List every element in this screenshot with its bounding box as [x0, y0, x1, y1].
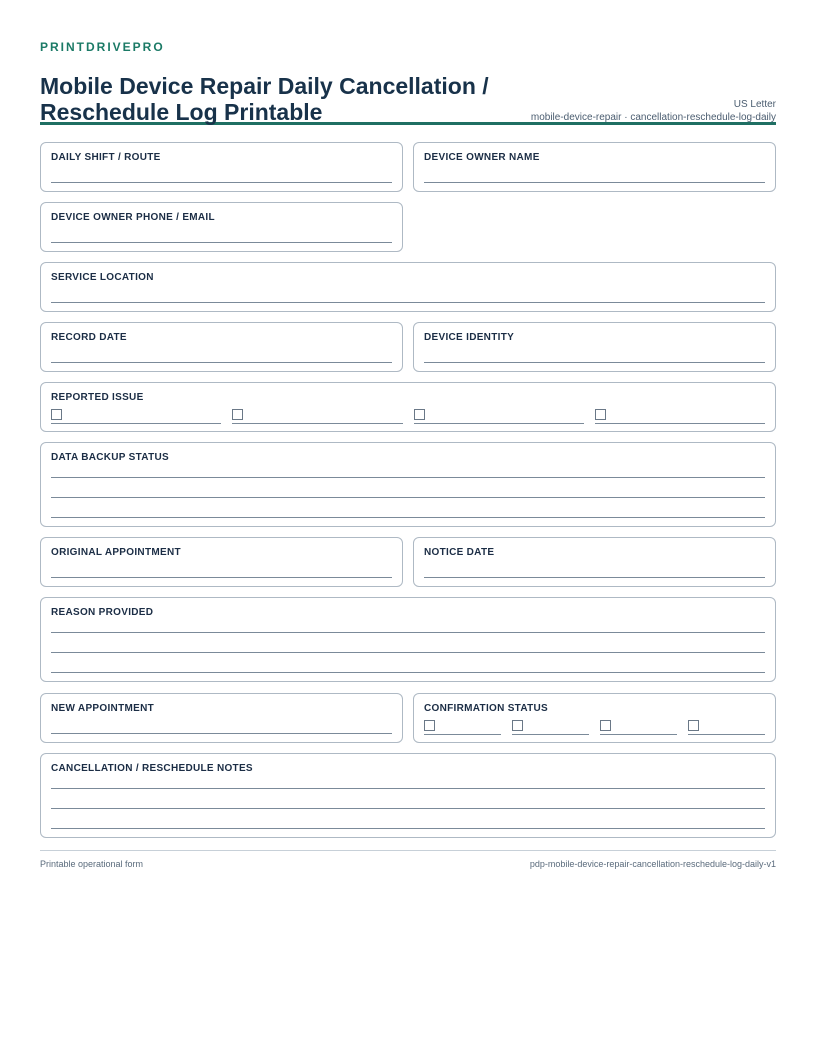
field-label: CONFIRMATION STATUS — [424, 703, 549, 714]
field-original-appointment — [40, 537, 403, 587]
footer-form-id: pdp-mobile-device-repair-cancellation-reschedule-log-daily-v1 — [529, 859, 776, 869]
field-daily-shift — [40, 142, 403, 192]
field-label: SERVICE LOCATION — [51, 272, 154, 283]
field-label: RECORD DATE — [51, 332, 127, 343]
form-path: mobile-device-repair · cancellation-reschedule-log-daily — [530, 112, 776, 123]
data-backup-line-3[interactable] — [51, 517, 765, 518]
form-page — [40, 40, 776, 869]
field-record-date — [40, 322, 403, 372]
field-data-backup — [40, 442, 776, 527]
confirmation-option — [600, 720, 677, 735]
reported-issue-options — [51, 409, 765, 423]
field-confirmation-status — [413, 693, 776, 743]
notes-line-2[interactable] — [51, 808, 765, 809]
footer-left-text: Printable operational form — [40, 859, 144, 869]
checkbox[interactable] — [424, 720, 435, 731]
field-label: DEVICE OWNER PHONE / EMAIL — [51, 212, 215, 223]
checkbox[interactable] — [688, 720, 699, 731]
field-service-location — [40, 262, 776, 312]
form-meta — [531, 98, 776, 124]
field-reason-provided — [40, 597, 776, 682]
field-notice-date — [413, 537, 776, 587]
daily-shift-input-line[interactable] — [51, 182, 392, 183]
field-new-appointment — [40, 693, 403, 743]
data-backup-line-1[interactable] — [51, 477, 765, 478]
field-label: REASON PROVIDED — [51, 607, 154, 618]
field-label: NOTICE DATE — [424, 547, 495, 558]
device-identity-input-line[interactable] — [424, 362, 765, 363]
field-label: CANCELLATION / RESCHEDULE NOTES — [51, 763, 253, 774]
confirmation-status-options — [424, 720, 765, 734]
field-label: DATA BACKUP STATUS — [51, 452, 169, 463]
field-label: ORIGINAL APPOINTMENT — [51, 547, 181, 558]
owner-contact-input-line[interactable] — [51, 242, 392, 243]
checkbox[interactable] — [512, 720, 523, 731]
data-backup-line-2[interactable] — [51, 497, 765, 498]
reported-issue-option — [595, 409, 765, 424]
field-label: DAILY SHIFT / ROUTE — [51, 152, 161, 163]
field-owner-name — [413, 142, 776, 192]
new-appointment-input-line[interactable] — [51, 733, 392, 734]
checkbox[interactable] — [595, 409, 606, 420]
confirmation-option — [512, 720, 589, 735]
field-label: DEVICE IDENTITY — [424, 332, 515, 343]
field-owner-contact — [40, 202, 403, 252]
record-date-input-line[interactable] — [51, 362, 392, 363]
reported-issue-option — [51, 409, 221, 424]
owner-name-input-line[interactable] — [424, 182, 765, 183]
brand-name: PRINTDRIVEPRO — [40, 40, 165, 54]
notice-date-input-line[interactable] — [424, 577, 765, 578]
reason-line-1[interactable] — [51, 632, 765, 633]
checkbox[interactable] — [600, 720, 611, 731]
checkbox[interactable] — [232, 409, 243, 420]
field-label: NEW APPOINTMENT — [51, 703, 155, 714]
confirmation-option — [688, 720, 765, 735]
form-header — [40, 54, 776, 125]
reason-line-3[interactable] — [51, 672, 765, 673]
reported-issue-option — [232, 409, 402, 424]
field-reported-issue — [40, 382, 776, 432]
paper-size: US Letter — [733, 99, 776, 110]
field-notes — [40, 753, 776, 838]
original-appointment-input-line[interactable] — [51, 577, 392, 578]
notes-line-1[interactable] — [51, 788, 765, 789]
checkbox[interactable] — [414, 409, 425, 420]
confirmation-option — [424, 720, 501, 735]
page-footer — [40, 850, 776, 871]
service-location-input-line[interactable] — [51, 302, 765, 303]
page-title: Mobile Device Repair Daily Cancellation / Reschedule Log Printable — [40, 73, 489, 125]
notes-line-3[interactable] — [51, 828, 765, 829]
checkbox[interactable] — [51, 409, 62, 420]
reported-issue-option — [414, 409, 584, 424]
reason-line-2[interactable] — [51, 652, 765, 653]
field-label: DEVICE OWNER NAME — [424, 152, 540, 163]
field-device-identity — [413, 322, 776, 372]
field-label: REPORTED ISSUE — [51, 392, 144, 403]
